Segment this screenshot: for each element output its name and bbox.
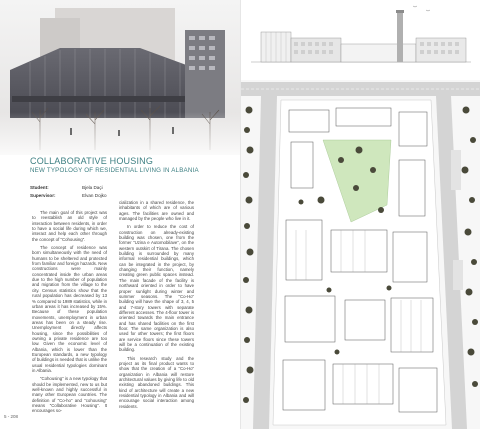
paragraph: The main goal of this project was to reestablish an old style of interaction between residents, in order to have a social life during which we, interact and help each other through the concept of “Cohousing”. (32, 210, 107, 242)
student-label: Student: (30, 185, 49, 190)
paragraph: This research study and the project as its final product wants to show that the creation of a “Co-Ho” organization in Albania will restore architectural values by giving life to old existing abandoned buildings. This kind of architecture will create a new residential typology in Albania and will encourage social interaction among residents. (119, 355, 194, 409)
title-block (30, 156, 230, 175)
elevation-drawing (251, 6, 471, 62)
page-title: COLLABORATIVE HOUSING (30, 156, 154, 166)
credits (30, 184, 170, 200)
body-column-2 (119, 200, 194, 412)
supervisor-row (30, 192, 170, 200)
site-plan (241, 80, 480, 429)
body-column-1 (32, 210, 107, 417)
supervisor-name: Elvan Dojko (82, 193, 107, 198)
paragraph: cialization in a shared residence, the inhabitants of which are of various ages. The facilities are owned and managed by the people who live in it. (119, 200, 194, 222)
paragraph: The concept of residence was born simultaneously with the need of humans to be sheltered and protected from familiar and foreign hazards. New constructions were mainly concentrated inside the urban areas due to the high number of population and migration from the village to the city. Census statistics show that the rural population has decreased by 13 % compared to 1989 statistics, while in urban areas it has increased by 15%. Because of these population movements, unemployment in urban areas has been on a steady rise. Unemployment directly affects housing, since the possibilities of owning a private residence are too low. Given the economic level of Albania, which is lower than the European standards, a new typology of buildings is needed that is unlike the usual residential typologies dominant in Albania. (32, 245, 107, 373)
building-render-illustration (0, 0, 240, 155)
drawings-canvas (241, 0, 480, 429)
page-subtitle: NEW TYPOLOGY OF RESIDENTIAL LIVING IN ALBANIA (30, 167, 199, 174)
student-name: Bjela Daçi (82, 185, 103, 190)
supervisor-label: Supervisor: (30, 193, 56, 198)
hero-render-image (0, 0, 240, 155)
left-page (0, 0, 240, 429)
paragraph: In order to reduce the cost of construction on already-existing building was chosen, one from the former “Uzina e Automobilave”, on the western outskirt of Tirana. The chosen building is surrounded by many informal residential buildings, which can be integrated in the project, by changing their function, namely creating green public spaces instead. The main facade of the facility is northward oriented in order to have proper sunlight during winter and summer seasons. The “Co-Ho” building will have the shape of 3, 4, 5 and 7-story towers with separate different accesses. The 4-floor tower is oriented towards the main entrance and has shared facilities on the first floor. The same organization is also used for other towers; the first floors are service floors since these towers will be a continuation of the existing building. (119, 224, 194, 353)
right-page (241, 0, 480, 429)
paragraph: “Cohousing” is a new typology that should be implemented, new to us but well-known and highly successful in many other European countries. The definition of “Co-ho” and “cohousing” means “Collaborative Housing”. It encourages so- (32, 376, 107, 414)
page-number: 5 - 208 (4, 414, 19, 419)
student-row (30, 184, 170, 192)
